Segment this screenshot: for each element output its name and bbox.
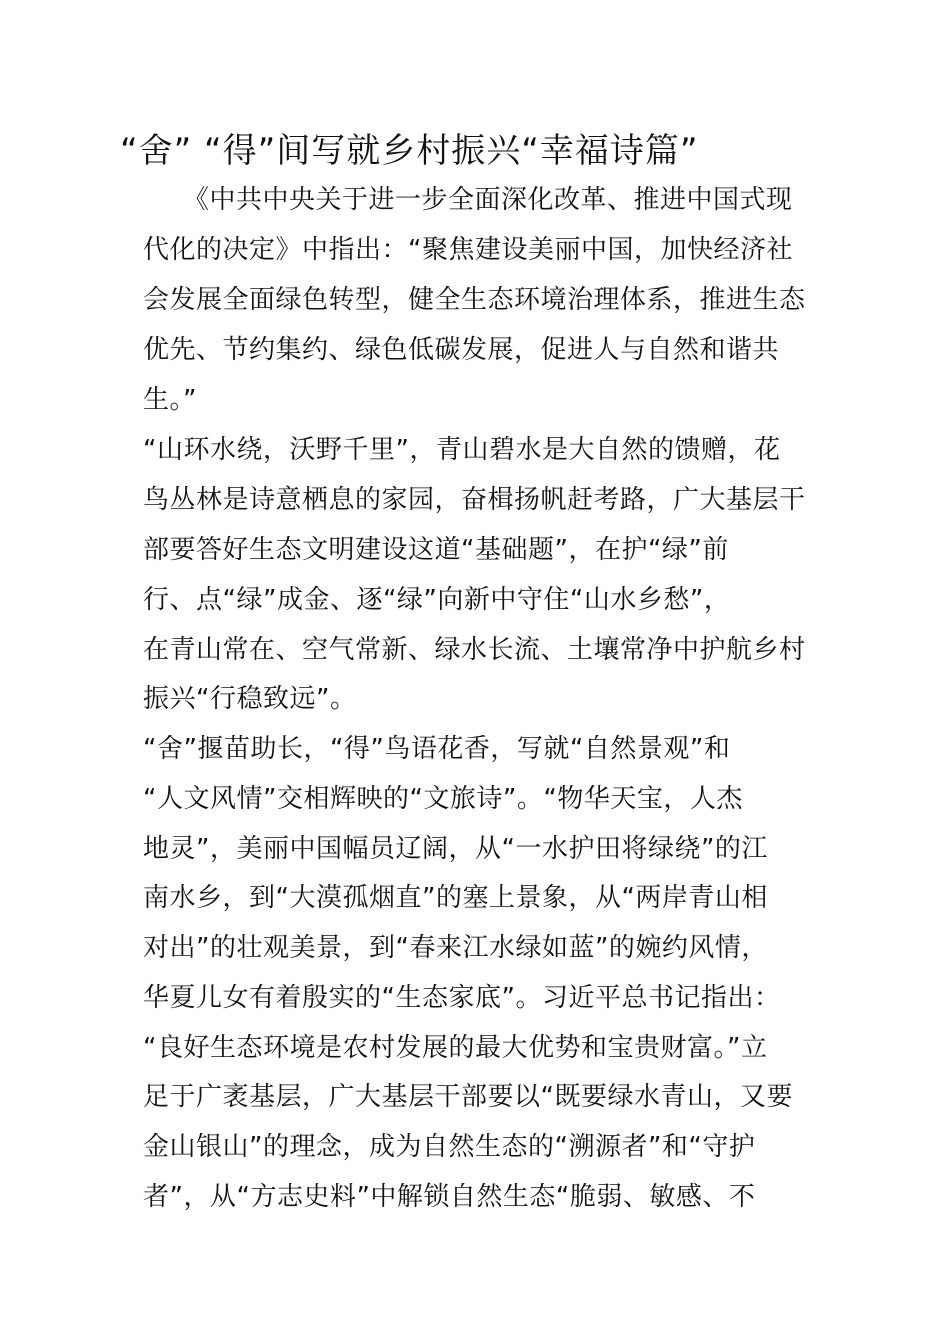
- text-line-19: 足于广袤基层，广大基层干部要以“既要绿水青山，又要: [143, 1082, 793, 1112]
- text-line-17: 华夏儿女有着殷实的“生态家底”。习近平总书记指出：: [143, 983, 781, 1013]
- text-line-13: “人文风情”交相辉映的“文旅诗”。“物华天宝，人杰: [143, 784, 743, 814]
- text-line-6: “山环水绕，沃野千里”，青山碧水是大自然的馈赠，花: [143, 435, 781, 465]
- text-line-3: 会发展全面绿色转型，健全生态环境治理体系，推进生态: [143, 285, 806, 315]
- article-title: “舍” “得”间写就乡村振兴“幸福诗篇”: [120, 131, 699, 171]
- text-line-11: 振兴“行稳致远”。: [143, 684, 357, 714]
- text-line-9: 行、点“绿”成金、逐“绿”向新中守住“山水乡愁”，: [143, 585, 731, 615]
- text-line-7: 鸟丛林是诗意栖息的家园，奋楫扬帆赶考路，广大基层干: [143, 485, 806, 515]
- text-line-8: 部要答好生态文明建设这道“基础题”，在护“绿”前: [143, 535, 729, 565]
- text-line-5: 生。”: [143, 385, 197, 415]
- text-line-21: 者”，从“方志史料”中解锁自然生态“脆弱、敏感、不: [143, 1182, 756, 1212]
- text-line-14: 地灵”，美丽中国幅员辽阔，从“一水护田将绿绕”的江: [143, 834, 768, 864]
- text-line-16: 对出”的壮观美景，到“春来江水绿如蓝”的婉约风情，: [143, 933, 768, 963]
- text-line-12: “舍”揠苗助长，“得”鸟语花香，写就“自然景观”和: [143, 734, 731, 764]
- text-line-4: 优先、节约集约、绿色低碳发展，促进人与自然和谐共: [143, 335, 780, 365]
- text-line-2: 代化的决定》中指出：“聚焦建设美丽中国，加快经济社: [143, 235, 793, 265]
- text-line-20: 金山银山”的理念，成为自然生态的“溯源者”和“守护: [143, 1132, 756, 1162]
- text-line-18: “良好生态环境是农村发展的最大优势和宝贵财富。”立: [143, 1033, 768, 1063]
- text-line-10: 在青山常在、空气常新、绿水长流、土壤常净中护航乡村: [143, 635, 806, 665]
- text-line-15: 南水乡，到“大漠孤烟直”的塞上景象，从“两岸青山相: [143, 883, 768, 913]
- text-line-1: 《中共中央关于进一步全面深化改革、推进中国式现: [143, 185, 793, 215]
